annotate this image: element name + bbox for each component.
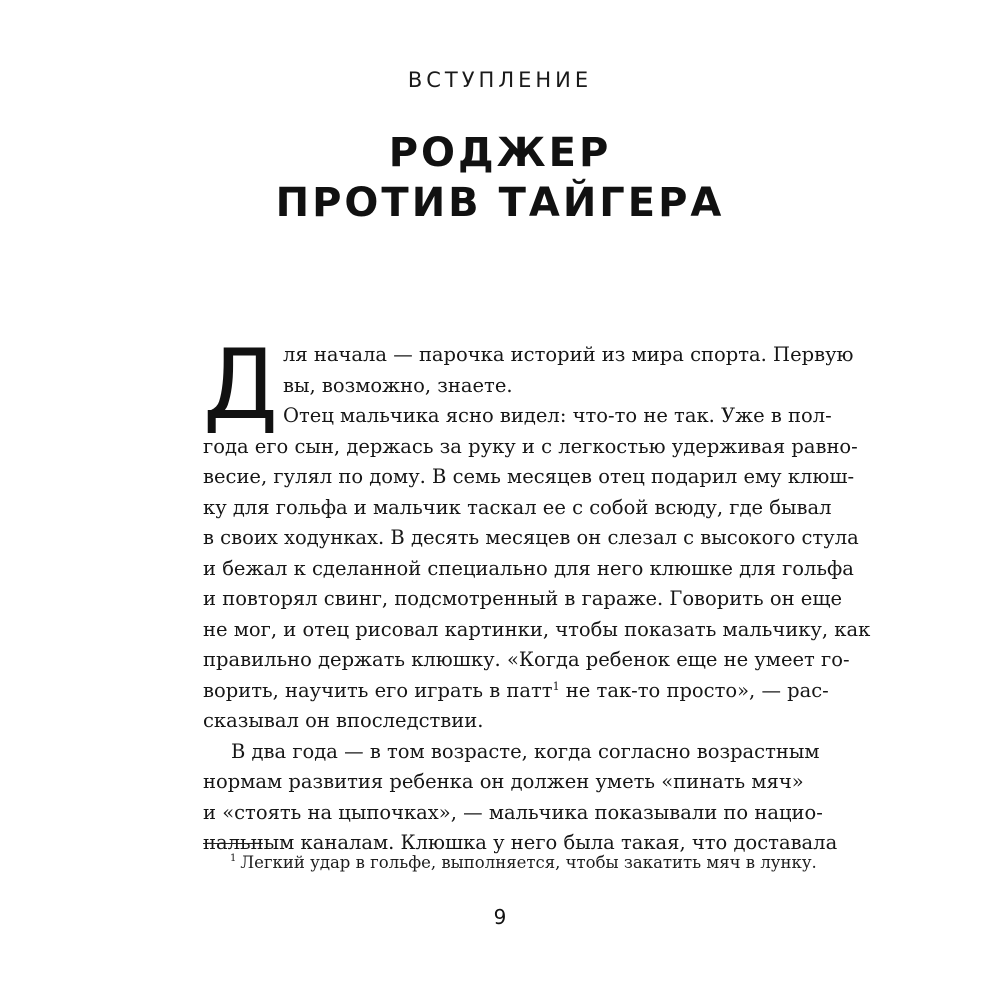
chapter-title-line: ПРОТИВ ТАЙГЕРА — [275, 180, 725, 226]
text-line: правильно держать клюшку. «Когда ребенок еще не умеет го- — [203, 648, 850, 671]
text-line: в своих ходунках. В десять месяцев он слезал с высокого стула — [203, 526, 859, 549]
body-text — [203, 329, 871, 859]
chapter-title — [0, 128, 1000, 228]
text-line: и бежал к сделанной специально для него клюшке для гольфа — [203, 556, 854, 580]
footnote — [230, 853, 817, 872]
text-line: нормам развития ребенка он должен уметь «пинать мяч» — [203, 770, 804, 793]
text-line-with-footnote — [203, 676, 829, 707]
page-number: 9 — [493, 905, 507, 929]
text-line: вы, возможно, знаете. — [283, 373, 513, 397]
footnote-text: Легкий удар в гольфе, выполняется, чтобы закатить мяч в лунку. — [240, 853, 817, 872]
text-line: сказывал он впоследствии. — [203, 709, 484, 732]
text-line: ля начала — парочка историй из мира спорта. Первую — [283, 343, 854, 366]
drop-cap: Д — [203, 329, 278, 441]
text-line: года его сын, держась за руку и с легкостью удерживая равно- — [203, 434, 858, 458]
text-line: не мог, и отец рисовал картинки, чтобы показать мальчику, как — [203, 617, 871, 641]
text-line: ку для гольфа и мальчик таскал ее с собой всюду, где бывал — [203, 495, 832, 519]
chapter-title-line: РОДЖЕР — [388, 130, 612, 176]
text-line: В два года — в том возрасте, когда согласно возрастным — [231, 739, 820, 763]
chapter-label: ВСТУПЛЕНИЕ — [407, 68, 593, 92]
text-line: нальным каналам. Клюшка у него была такая, что доставала — [203, 831, 838, 854]
footnote-divider — [203, 843, 263, 844]
text-fragment: не так-то просто», — рас- — [559, 678, 829, 702]
footnote-marker: 1 — [230, 853, 237, 864]
text-line: и повторял свинг, подсмотренный в гараже. Говорить он еще — [203, 587, 843, 610]
text-line: Отец мальчика ясно видел: что-то не так. Уже в пол- — [283, 404, 832, 427]
text-line: и «стоять на цыпочках», — мальчика показывали по нацио- — [203, 800, 823, 824]
footnote-reference: 1 — [552, 679, 560, 693]
text-fragment: ворить, научить его играть в патт — [203, 678, 553, 702]
text-line: весие, гулял по дому. В семь месяцев отец подарил ему клюш- — [203, 465, 855, 488]
